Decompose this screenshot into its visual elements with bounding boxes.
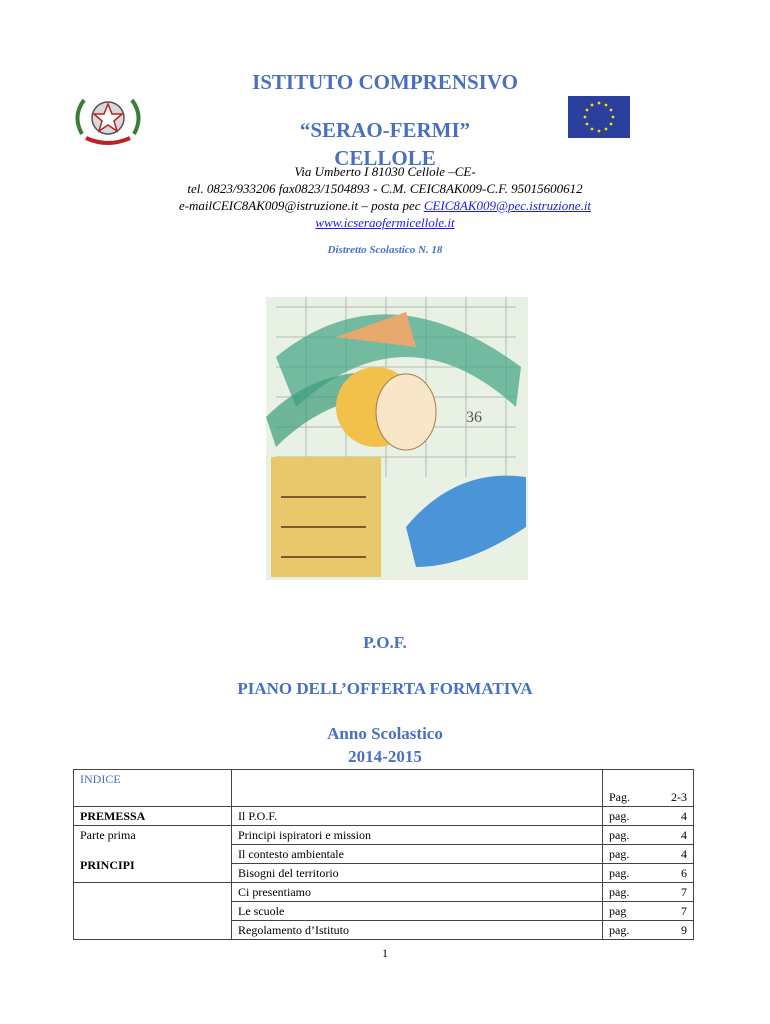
table-cell: [232, 770, 603, 807]
phones: tel. 0823/933206 fax0823/1504893 - C.M. CEIC8AK009-C.F. 95015600612: [187, 181, 583, 196]
address: Via Umberto I 81030 Cellole –CE-: [294, 164, 476, 179]
email-text: e-mailCEIC8AK009@istruzione.it – posta pec: [178, 198, 424, 213]
pag-number: 7: [681, 904, 687, 918]
pag-number: 2-3: [671, 790, 687, 804]
table-row: [74, 807, 694, 826]
pag-number: 6: [681, 866, 687, 880]
school-name-line1: ISTITUTO COMPRENSIVO: [252, 70, 518, 94]
pag-label: pag: [609, 904, 627, 918]
toc-entry[interactable]: Regolamento d’Istituto: [232, 921, 603, 940]
school-illustration: [266, 297, 528, 580]
table-cell: [603, 845, 694, 864]
index-header: INDICE: [74, 770, 232, 807]
premessa-section: PREMESSA: [74, 807, 232, 826]
pag-label: pag.: [609, 809, 630, 823]
pag-number: 7: [681, 885, 687, 899]
pag-label: pag.: [609, 885, 630, 899]
pag-number: 4: [681, 828, 687, 842]
pag-label: Pag.: [609, 790, 630, 804]
pec-link[interactable]: CEIC8AK009@pec.istruzione.it: [423, 198, 592, 213]
svg-text:36: 36: [466, 409, 482, 426]
pag-label: pag.: [609, 923, 630, 937]
table-row: [74, 770, 694, 807]
principi-label: PRINCIPI: [80, 858, 135, 872]
school-name-line3: CELLOLE: [334, 146, 436, 170]
toc-entry[interactable]: Il P.O.F.: [232, 807, 603, 826]
table-cell: [603, 826, 694, 845]
table-cell: [603, 902, 694, 921]
pag-number: 4: [681, 847, 687, 861]
toc-entry[interactable]: Il contesto ambientale: [232, 845, 603, 864]
table-row: [74, 883, 694, 902]
website-line: [0, 215, 770, 231]
website-link[interactable]: www.icseraofermicellole.it: [315, 215, 455, 230]
table-cell: [603, 883, 694, 902]
pag-label: pag.: [609, 847, 630, 861]
pag-label: pag.: [609, 828, 630, 842]
toc-entry[interactable]: Le scuole: [232, 902, 603, 921]
toc-entry[interactable]: Principi ispiratori e mission: [232, 826, 603, 845]
table-cell: [603, 864, 694, 883]
pag-number: 9: [681, 923, 687, 937]
parte-prima-label: Parte prima: [80, 828, 136, 842]
anno-label: Anno Scolastico: [327, 724, 443, 743]
pag-number: 4: [681, 809, 687, 823]
table-cell: [74, 883, 232, 940]
table-cell: [603, 807, 694, 826]
email-line: [0, 198, 770, 214]
table-cell: [603, 770, 694, 807]
page-number: 1: [382, 946, 388, 960]
toc-entry[interactable]: Ci presentiamo: [232, 883, 603, 902]
school-year: 2014-2015: [348, 747, 422, 766]
toc-entry[interactable]: Bisogni del territorio: [232, 864, 603, 883]
table-cell: [603, 921, 694, 940]
piano-title: PIANO DELL’OFFERTA FORMATIVA: [237, 679, 533, 698]
principi-section: [74, 826, 232, 883]
district: Distretto Scolastico N. 18: [327, 244, 443, 256]
pag-label: pag.: [609, 866, 630, 880]
pof-title: P.O.F.: [363, 633, 407, 652]
school-name-line2: “SERAO-FERMI”: [299, 118, 471, 142]
table-row: [74, 826, 694, 845]
index-table: [73, 769, 694, 940]
